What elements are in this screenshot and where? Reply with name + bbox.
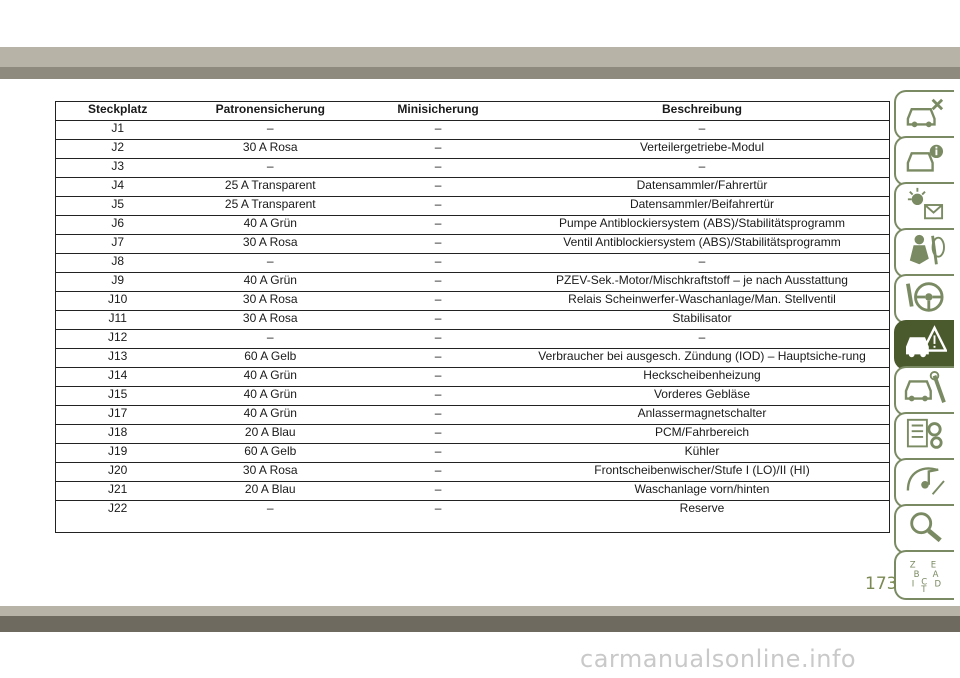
cell-beschreibung: – [515, 159, 890, 178]
cell-steckplatz: J10 [56, 292, 180, 311]
cell-minisicherung: – [361, 463, 515, 482]
table-row [56, 501, 890, 533]
cell-beschreibung: Vorderes Gebläse [515, 387, 890, 406]
cell-steckplatz: J21 [56, 482, 180, 501]
cell-steckplatz: J6 [56, 216, 180, 235]
table-row [56, 216, 890, 235]
cell-beschreibung: Datensammler/Fahrertür [515, 178, 890, 197]
sidebar-tab-checklist-gears[interactable] [894, 412, 954, 462]
cell-steckplatz: J13 [56, 349, 180, 368]
cell-minisicherung: – [361, 349, 515, 368]
table-row [56, 140, 890, 159]
car-wrench-icon [903, 370, 947, 413]
svg-text:Z: Z [909, 559, 916, 570]
table-row [56, 368, 890, 387]
cell-patronensicherung: 60 A Gelb [179, 444, 361, 463]
table-row [56, 197, 890, 216]
cell-beschreibung: Verteilergetriebe-Modul [515, 140, 890, 159]
cell-steckplatz: J14 [56, 368, 180, 387]
cell-steckplatz: J7 [56, 235, 180, 254]
car-info-icon [903, 140, 947, 183]
cell-patronensicherung: – [179, 501, 361, 533]
table-row [56, 235, 890, 254]
cell-patronensicherung: 30 A Rosa [179, 140, 361, 159]
music-nav-icon [903, 462, 947, 505]
cell-steckplatz: J17 [56, 406, 180, 425]
cell-beschreibung: Waschanlage vorn/hinten [515, 482, 890, 501]
cell-beschreibung: Verbraucher bei ausgesch. Zündung (IOD) – Hauptsiche-rung [515, 349, 890, 368]
cell-beschreibung: – [515, 121, 890, 140]
cell-patronensicherung: 40 A Grün [179, 273, 361, 292]
cell-patronensicherung: 40 A Grün [179, 387, 361, 406]
table-row [56, 292, 890, 311]
cell-patronensicherung: 20 A Blau [179, 482, 361, 501]
cell-minisicherung: – [361, 140, 515, 159]
bottom-band-dark [0, 616, 960, 632]
cell-minisicherung: – [361, 254, 515, 273]
cell-minisicherung: – [361, 387, 515, 406]
cell-patronensicherung: – [179, 159, 361, 178]
sidebar-tab-airbag[interactable] [894, 228, 954, 278]
svg-text:E: E [930, 559, 937, 570]
fuse-table [55, 101, 890, 533]
svg-text:B: B [913, 569, 920, 580]
table-row [56, 178, 890, 197]
cell-minisicherung: – [361, 216, 515, 235]
cell-minisicherung: – [361, 197, 515, 216]
cell-steckplatz: J22 [56, 501, 180, 533]
airbag-icon [903, 232, 947, 275]
table-row [56, 444, 890, 463]
cell-patronensicherung: 40 A Grün [179, 216, 361, 235]
table-row [56, 425, 890, 444]
cell-beschreibung: – [515, 254, 890, 273]
cell-beschreibung: PCM/Fahrbereich [515, 425, 890, 444]
sidebar-tab-index-letters[interactable] [894, 550, 954, 600]
cell-minisicherung: – [361, 482, 515, 501]
cell-patronensicherung: 30 A Rosa [179, 235, 361, 254]
cell-beschreibung: Frontscheibenwischer/Stufe I (LO)/II (HI) [515, 463, 890, 482]
cell-steckplatz: J2 [56, 140, 180, 159]
svg-text:T: T [921, 584, 927, 592]
table-row [56, 254, 890, 273]
cell-beschreibung: Kühler [515, 444, 890, 463]
cell-steckplatz: J15 [56, 387, 180, 406]
svg-text:A: A [932, 569, 939, 580]
cell-steckplatz: J20 [56, 463, 180, 482]
cell-patronensicherung: 30 A Rosa [179, 463, 361, 482]
table-row [56, 387, 890, 406]
cell-patronensicherung: 40 A Grün [179, 368, 361, 387]
cell-minisicherung: – [361, 292, 515, 311]
svg-text:D: D [934, 578, 942, 589]
warning-lights-mail-icon [903, 186, 947, 229]
cell-patronensicherung: 40 A Grün [179, 406, 361, 425]
cell-steckplatz: J3 [56, 159, 180, 178]
cell-minisicherung: – [361, 425, 515, 444]
cell-patronensicherung: 30 A Rosa [179, 292, 361, 311]
sidebar-tab-music-nav[interactable] [894, 458, 954, 508]
cell-beschreibung: Pumpe Antiblockiersystem (ABS)/Stabilitätsprogramm [515, 216, 890, 235]
cell-steckplatz: J5 [56, 197, 180, 216]
sidebar-tab-car-warning[interactable] [894, 320, 954, 370]
sidebar-tab-car-tools[interactable] [894, 90, 954, 140]
top-band [0, 47, 960, 67]
table-row [56, 463, 890, 482]
cell-beschreibung: Heckscheibenheizung [515, 368, 890, 387]
cell-minisicherung: – [361, 330, 515, 349]
cell-steckplatz: J8 [56, 254, 180, 273]
top-band-dark [0, 67, 960, 79]
svg-text:I: I [911, 578, 915, 589]
table-row [56, 482, 890, 501]
cell-beschreibung: Reserve [515, 501, 890, 533]
cell-minisicherung: – [361, 444, 515, 463]
cell-patronensicherung: 60 A Gelb [179, 349, 361, 368]
sidebar-tab-car-wrench[interactable] [894, 366, 954, 416]
cell-patronensicherung: 20 A Blau [179, 425, 361, 444]
table-row [56, 311, 890, 330]
cell-patronensicherung: 30 A Rosa [179, 311, 361, 330]
cell-beschreibung: Datensammler/Beifahrertür [515, 197, 890, 216]
checklist-gears-icon [903, 416, 947, 459]
table-header-row [56, 102, 890, 121]
cell-steckplatz: J4 [56, 178, 180, 197]
header-steckplatz: Steckplatz [56, 102, 180, 121]
cell-patronensicherung: 25 A Transparent [179, 197, 361, 216]
sidebar-tab-steering-wheel[interactable] [894, 274, 954, 324]
cell-minisicherung: – [361, 235, 515, 254]
sidebar-tab-car-info[interactable] [894, 136, 954, 186]
table-row [56, 121, 890, 140]
cell-patronensicherung: – [179, 121, 361, 140]
cell-steckplatz: J9 [56, 273, 180, 292]
cell-minisicherung: – [361, 178, 515, 197]
header-minisicherung: Minisicherung [361, 102, 515, 121]
cell-steckplatz: J11 [56, 311, 180, 330]
bottom-band [0, 606, 960, 616]
cell-beschreibung: Stabilisator [515, 311, 890, 330]
cell-patronensicherung: 25 A Transparent [179, 178, 361, 197]
cell-minisicherung: – [361, 406, 515, 425]
cell-steckplatz: J18 [56, 425, 180, 444]
cell-steckplatz: J12 [56, 330, 180, 349]
steering-wheel-icon [903, 278, 947, 321]
sidebar-tab-search[interactable] [894, 504, 954, 554]
cell-minisicherung: – [361, 121, 515, 140]
table-row [56, 349, 890, 368]
cell-minisicherung: – [361, 501, 515, 533]
cell-minisicherung: – [361, 311, 515, 330]
cell-beschreibung: Relais Scheinwerfer-Waschanlage/Man. Stellventil [515, 292, 890, 311]
watermark: carmanualsonline.info [580, 645, 857, 673]
table-row [56, 330, 890, 349]
index-letters-icon [903, 554, 947, 597]
cell-steckplatz: J19 [56, 444, 180, 463]
table-row [56, 273, 890, 292]
header-beschreibung: Beschreibung [515, 102, 890, 121]
cell-beschreibung: Anlassermagnetschalter [515, 406, 890, 425]
cell-steckplatz: J1 [56, 121, 180, 140]
header-patronensicherung: Patronensicherung [179, 102, 361, 121]
car-warning-icon [903, 324, 947, 367]
cell-beschreibung: PZEV-Sek.-Motor/Mischkraftstoff – je nach Ausstattung [515, 273, 890, 292]
cell-patronensicherung: – [179, 254, 361, 273]
cell-beschreibung: Ventil Antiblockiersystem (ABS)/Stabilitätsprogramm [515, 235, 890, 254]
page-number: 173 [865, 574, 898, 594]
cell-beschreibung: – [515, 330, 890, 349]
table-row [56, 159, 890, 178]
search-icon [903, 508, 947, 551]
svg-text:C: C [921, 576, 928, 587]
cell-minisicherung: – [361, 159, 515, 178]
table-row [56, 406, 890, 425]
sidebar-tab-warning-lights-mail[interactable] [894, 182, 954, 232]
cell-minisicherung: – [361, 368, 515, 387]
cell-patronensicherung: – [179, 330, 361, 349]
cell-minisicherung: – [361, 273, 515, 292]
car-tools-icon [903, 94, 947, 137]
